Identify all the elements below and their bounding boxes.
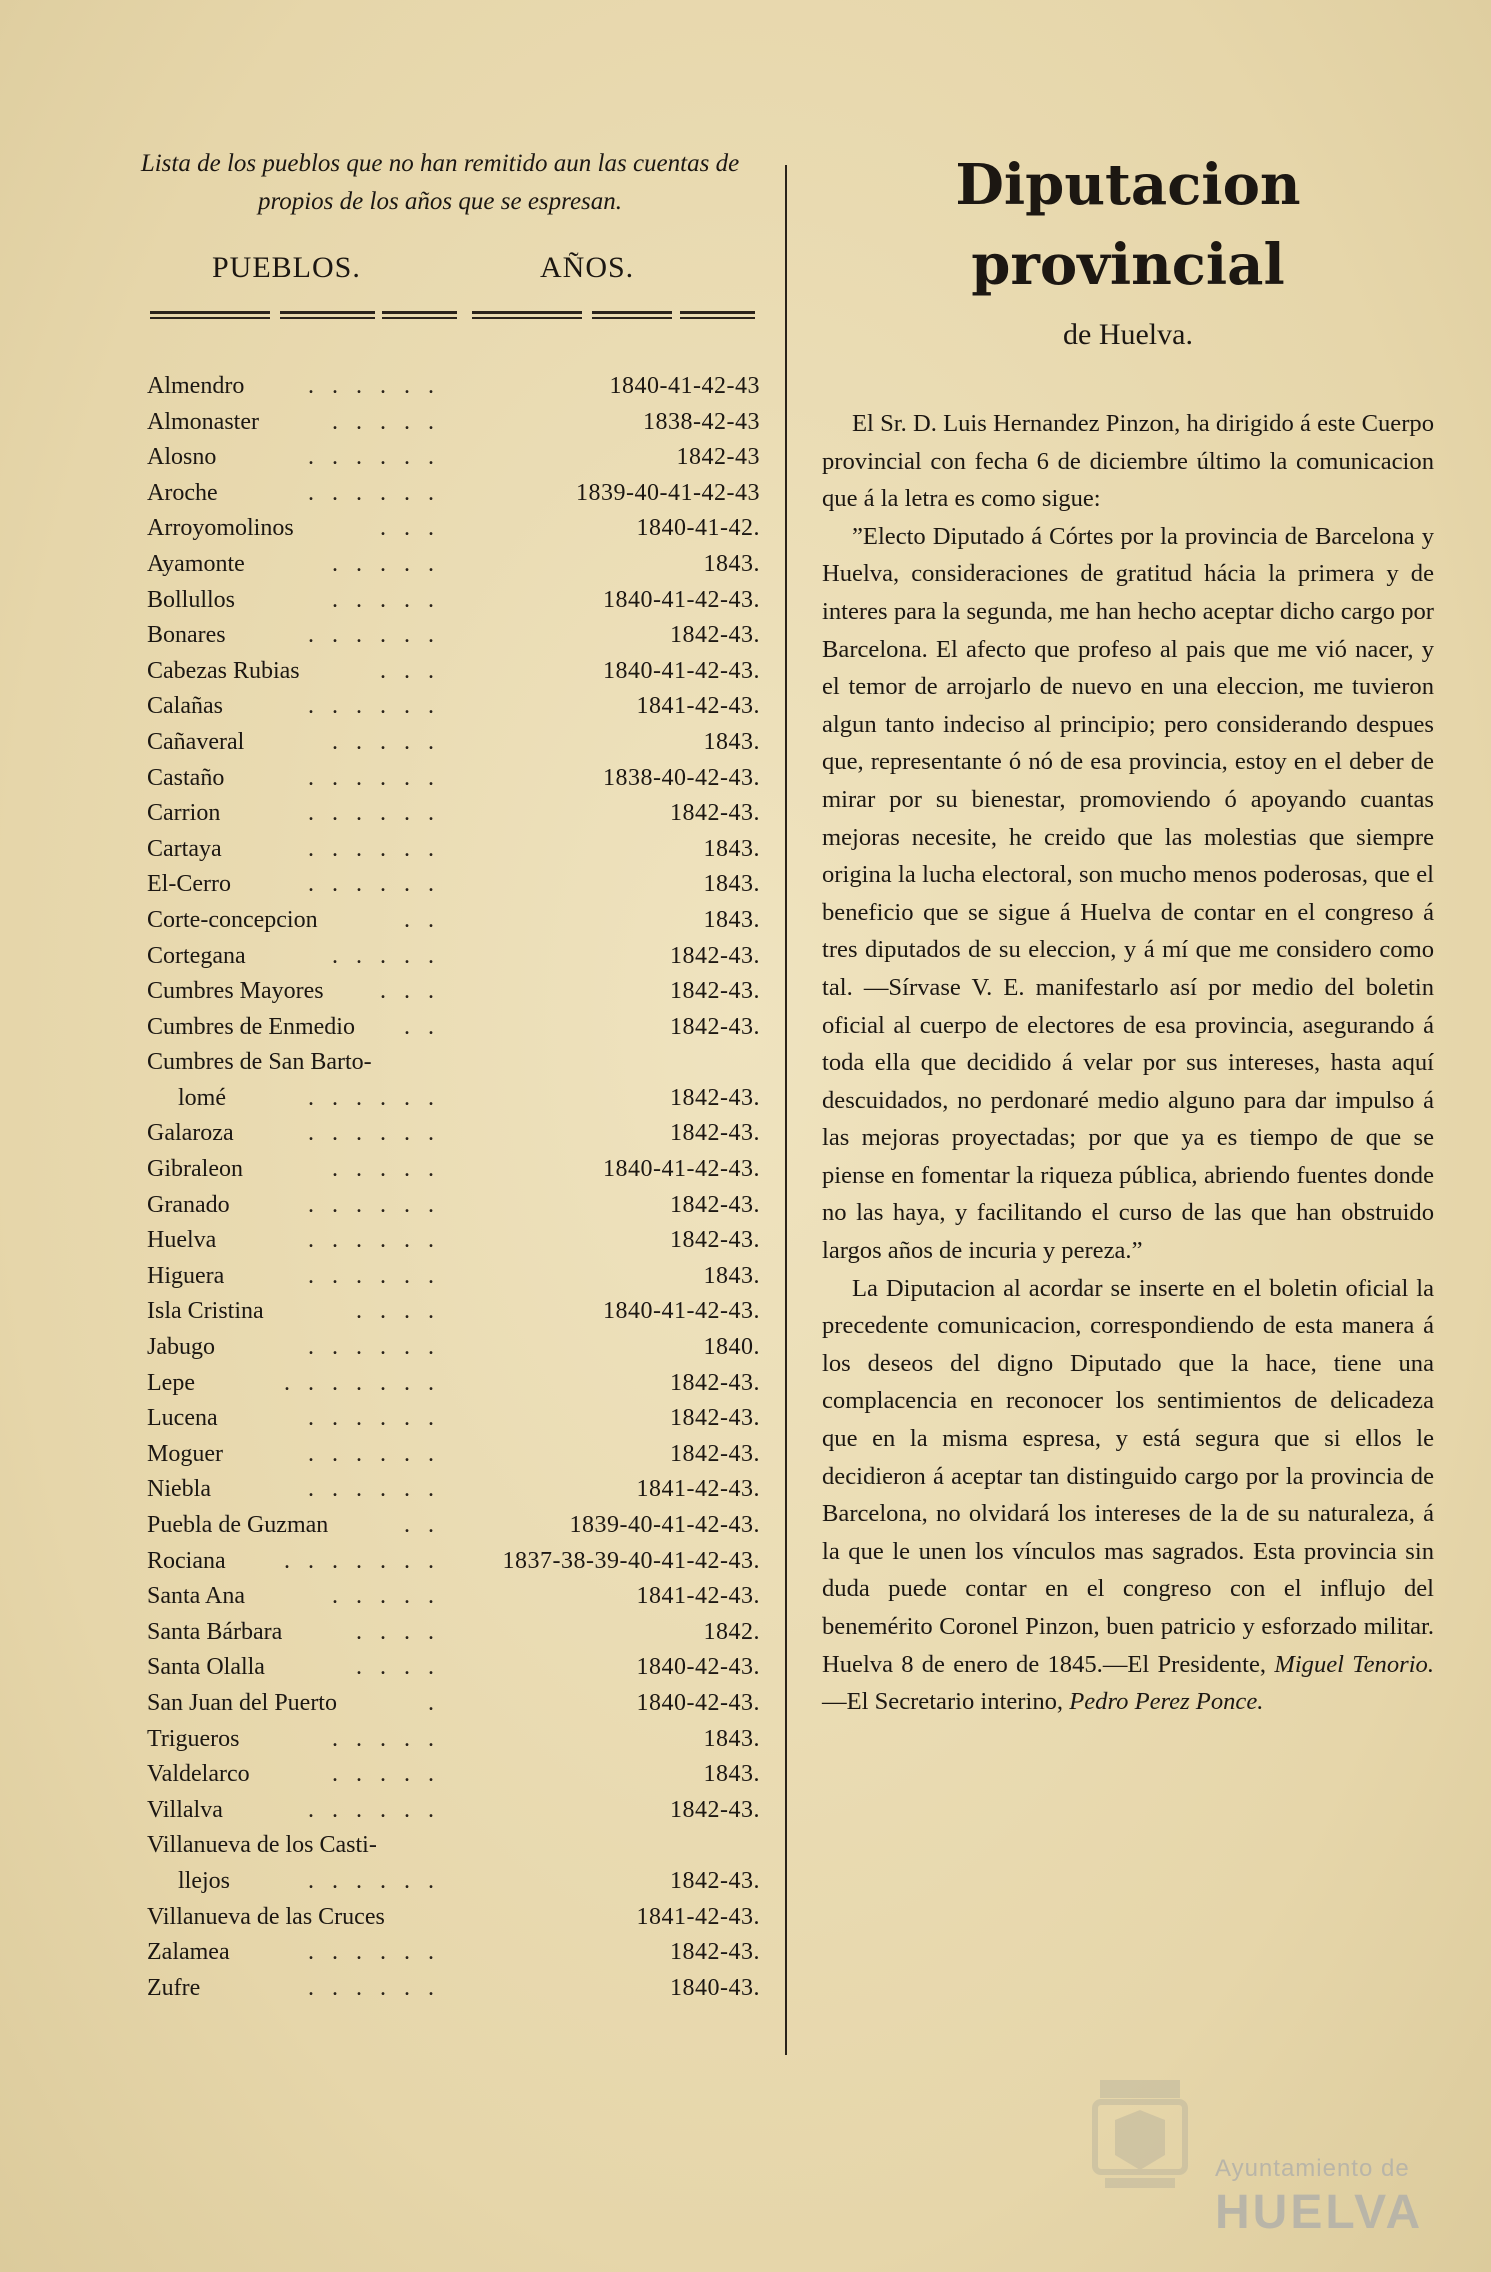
table-row — [120, 1579, 760, 1615]
table-row — [120, 547, 760, 583]
pueblo-name: Ayamonte — [147, 550, 245, 577]
pueblo-name: Valdelarco — [147, 1761, 250, 1788]
pueblo-years: 1839-40-41-42-43 — [576, 479, 760, 506]
table-row — [120, 1650, 760, 1686]
secretary-label: —El Secretario interino, — [822, 1688, 1064, 1716]
table-row — [120, 1401, 760, 1437]
leader-dots: . . . . . . — [308, 835, 440, 862]
pueblo-years: 1842-43. — [670, 622, 760, 649]
leader-dots: . . . — [380, 657, 440, 684]
table-row — [120, 1935, 760, 1971]
paragraph: ”Electo Diputado á Córtes por la provincia de Barcelona y Huelva, consideraciones de gratitud hácia la primera y de interes para la segunda, me han hecho aceptar dicho cargo por Barcelona. El afecto que profeso al pais que me vió nacer, y el temor de arrojarlo de nuevo en una eleccion, me tuvieron algun tanto indeciso al principio; pero considerando despues que, representante ó nó de esa provincia, estoy en el deber de mirar por su bienestar, promoviendo ó apoyando cuantas mejoras necesite, he creido que las molestias que siempre origina la lucha electoral, son mucho menos poderosas, que el beneficio que se sigue á Huelva de contar en el congreso á tres diputados de su eleccion, y á mí que me considero como tal. —Sírvase V. E. manifestarlo así por medio del boletin oficial al cuerpo de electores de esa provincia, asegurando á toda ella que decidido á velar por sus intereses, hasta aquí descuidados, no perdonaré medio alguno para dar impulso á las mejoras proyectadas; por que ya es tiempo de que se piense en fomentar la riqueza pública, abriendo fuentes donde no las haya, y facilitando el curso de las que han obstruido largos años de incuria y pereza.” — [822, 522, 1434, 1265]
leader-dots: . . . . . . — [308, 1227, 440, 1254]
paragraph — [822, 1270, 1434, 1721]
pueblo-years: 1842-43. — [670, 1084, 760, 1111]
pueblo-name: lomé — [178, 1084, 226, 1111]
pueblos-list — [120, 369, 760, 2006]
pueblo-name: Granado — [147, 1191, 230, 1218]
table-row — [120, 1152, 760, 1188]
pueblo-name: Moguer — [147, 1440, 223, 1467]
table-row — [120, 1259, 760, 1295]
leader-dots: . . . . . . . — [284, 1369, 440, 1396]
pueblo-years: 1841-42-43. — [636, 1476, 760, 1503]
table-row — [120, 654, 760, 690]
table-row — [120, 405, 760, 441]
pueblo-years: 1842-43. — [670, 1867, 760, 1894]
table-row — [120, 1188, 760, 1224]
leader-dots: . . . . . . — [308, 1120, 440, 1147]
pueblo-name: Santa Olalla — [147, 1654, 265, 1681]
leader-dots: . — [428, 1689, 440, 1716]
pueblo-name: Almonaster — [147, 408, 259, 435]
pueblo-years: 1840-42-43. — [636, 1689, 760, 1716]
pueblo-name: Arroyomolinos — [147, 515, 294, 542]
leader-dots: . . . . . . — [308, 1440, 440, 1467]
pueblo-name: Santa Bárbara — [147, 1618, 283, 1645]
pueblo-years: 1840-41-42-43. — [603, 657, 760, 684]
leader-dots: . . . . . — [332, 728, 440, 755]
table-row — [120, 1081, 760, 1117]
pueblo-years: 1841-42-43. — [636, 1903, 760, 1930]
pueblo-name: Bollullos — [147, 586, 236, 613]
table-row — [120, 1793, 760, 1829]
table-row — [120, 1010, 760, 1046]
leader-dots: . . . . . — [332, 550, 440, 577]
leader-dots: . . — [404, 906, 440, 933]
pueblo-years: 1842-43. — [670, 1405, 760, 1432]
pueblo-name: Lucena — [147, 1405, 218, 1432]
pueblo-name: Niebla — [147, 1476, 211, 1503]
pueblo-name: Carrion — [147, 800, 221, 827]
pueblo-name: Almendro — [147, 373, 245, 399]
pueblo-name: Cabezas Rubias — [147, 657, 300, 684]
leader-dots: . . . . . — [332, 1156, 440, 1183]
pueblo-years: 1842-43. — [670, 1120, 760, 1147]
table-row — [120, 1116, 760, 1152]
leader-dots: . . . . . — [332, 1761, 440, 1788]
pueblo-years: 1837-38-39-40-41-42-43. — [502, 1547, 760, 1574]
article-body — [822, 405, 1434, 1721]
table-row — [120, 725, 760, 761]
pueblo-name: Isla Cristina — [147, 1298, 264, 1325]
pueblo-name: Zufre — [147, 1974, 201, 2001]
leader-dots: . . . — [380, 978, 440, 1005]
leader-dots: . . . . . . — [308, 1262, 440, 1289]
pueblo-name: Villanueva de las Cruces — [147, 1903, 385, 1930]
pueblo-years: 1840-43. — [670, 1974, 760, 2001]
pueblo-name: Cañaveral — [147, 728, 245, 755]
leader-dots: . . . . . . — [308, 1476, 440, 1503]
pueblo-name: Bonares — [147, 622, 226, 649]
pueblo-name: Zalamea — [147, 1939, 230, 1966]
leader-dots: . . . . — [356, 1654, 440, 1681]
leader-dots: . . . — [380, 515, 440, 542]
pueblo-years: 1841-42-43. — [636, 693, 760, 720]
pueblo-name: Villalva — [147, 1796, 223, 1823]
pueblo-years: 1840. — [703, 1334, 760, 1361]
leader-dots: . . . . . — [332, 1583, 440, 1610]
leader-dots: . . . . . . — [308, 1191, 440, 1218]
pueblo-name: Castaño — [147, 764, 225, 791]
table-row — [120, 369, 760, 405]
table-row — [120, 1615, 760, 1651]
pueblo-name: Cumbres de Enmedio — [147, 1013, 355, 1040]
pueblo-years: 1842. — [703, 1618, 760, 1645]
leader-dots: . . . . . . — [308, 693, 440, 720]
table-row — [120, 440, 760, 476]
pueblo-years: 1841-42-43. — [636, 1583, 760, 1610]
leader-dots: . . . . . . — [308, 1405, 440, 1432]
pueblo-name: Aroche — [147, 479, 218, 506]
table-row — [120, 1686, 760, 1722]
leader-dots: . . . . . . — [308, 1084, 440, 1111]
pueblo-name: El-Cerro — [147, 871, 231, 898]
paragraph-text: La Diputacion al acordar se inserte en el boletin oficial la precedente comunicacion, correspondiendo de esta manera á los deseos del digno Diputado que la hace, tiene una complacencia en reconocer los sentimientos de delicadeza que en la misma espresa, y está segura que si ellos le decidieron á aceptar tan distinguido cargo por la provincia de Barcelona, no olvidará los intereses de la de su naturaleza, á la que le unen los vínculos mas sagrados. Esta provincia sin duda puede contar en el congreso con el influjo del benemérito Coronel Pinzon, buen patricio y esforzado militar. Huelva 8 de enero de 1845.—El Presidente, — [822, 1274, 1434, 1678]
pueblo-years: 1842-43. — [670, 1227, 760, 1254]
pueblo-years: 1842-43. — [670, 1369, 760, 1396]
leader-dots: . . — [404, 1013, 440, 1040]
pueblo-years: 1842-43 — [676, 444, 760, 471]
pueblo-name: Galaroza — [147, 1120, 234, 1147]
pueblo-years: 1838-40-42-43. — [603, 764, 760, 791]
pueblo-years: 1843. — [703, 550, 760, 577]
pueblo-name: San Juan del Puerto — [147, 1689, 337, 1716]
header-anos: AÑOS. — [540, 251, 635, 284]
leader-dots: . . . . . . — [308, 800, 440, 827]
pueblo-years: 1839-40-41-42-43. — [569, 1512, 760, 1538]
pueblo-years: 1842-43. — [670, 1796, 760, 1823]
leader-dots: . . . . . . — [308, 764, 440, 791]
table-row — [120, 1722, 760, 1758]
pueblo-name: Puebla de Guzman — [147, 1512, 329, 1538]
leader-dots: . . . . . . . — [284, 1547, 440, 1574]
table-row — [120, 1437, 760, 1473]
pueblo-name: Cumbres Mayores — [147, 978, 324, 1005]
left-column — [120, 145, 760, 2006]
pueblo-years: 1840-41-42-43. — [603, 1156, 760, 1183]
column-divider — [785, 165, 787, 2055]
pueblo-years: 1843. — [703, 1725, 760, 1752]
table-row — [120, 1508, 760, 1544]
leader-dots: . . . . . — [332, 408, 440, 435]
pueblo-years: 1838-42-43 — [643, 408, 760, 435]
pueblo-years: 1843. — [703, 835, 760, 862]
pueblo-years: 1842-43. — [670, 1191, 760, 1218]
list-intro: Lista de los pueblos que no han remitido aun las cuentas de propios de los años que se espresan. — [140, 150, 740, 215]
pueblo-name: Huelva — [147, 1227, 217, 1254]
pueblo-name: Santa Ana — [147, 1583, 245, 1610]
table-row — [120, 1294, 760, 1330]
list-header — [120, 251, 760, 301]
table-row — [120, 1864, 760, 1900]
pueblo-name: Calañas — [147, 693, 223, 720]
pueblo-years: 1842-43. — [670, 1013, 760, 1040]
article-title: Diputacion provincial — [955, 152, 1301, 298]
paragraph: El Sr. D. Luis Hernandez Pinzon, ha dirigido á este Cuerpo provincial con fecha 6 de diciembre último la comunicacion que á la letra es como sigue: — [822, 410, 1434, 513]
pueblo-name: Cortegana — [147, 942, 246, 969]
leader-dots: . . . . . . — [308, 444, 440, 471]
table-row — [120, 1472, 760, 1508]
pueblo-name: Lepe — [147, 1369, 195, 1396]
leader-dots: . . . . . . — [308, 622, 440, 649]
leader-dots: . . . . . — [332, 1725, 440, 1752]
table-row — [120, 761, 760, 797]
pueblo-years: 1840-41-42-43. — [603, 1298, 760, 1325]
table-row — [120, 1971, 760, 2007]
watermark-line1: Ayuntamiento de — [1215, 2155, 1410, 2182]
table-row — [120, 974, 760, 1010]
pueblo-years: 1842-43. — [670, 800, 760, 827]
pueblo-years: 1843. — [703, 871, 760, 898]
watermark-line2: HUELVA — [1215, 2186, 1424, 2239]
leader-dots: . . . . — [356, 1618, 440, 1645]
table-row — [120, 1828, 760, 1864]
pueblo-years: 1840-41-42-43. — [603, 586, 760, 613]
table-row — [120, 1366, 760, 1402]
pueblo-name: Cartaya — [147, 835, 222, 862]
pueblo-years: 1843. — [703, 728, 760, 755]
table-row — [120, 1544, 760, 1580]
table-row — [120, 832, 760, 868]
pueblo-name: llejos — [178, 1867, 230, 1894]
table-row — [120, 583, 760, 619]
table-row — [120, 867, 760, 903]
secretary-name: Pedro Perez Ponce. — [1069, 1688, 1264, 1716]
article-subtitle: de Huelva. — [1063, 318, 1193, 351]
pueblo-name: Trigueros — [147, 1725, 240, 1752]
header-rules — [120, 311, 760, 331]
pueblo-years: 1840-42-43. — [636, 1654, 760, 1681]
leader-dots: . . . . . . — [308, 479, 440, 506]
pueblo-years: 1840-41-42-43 — [609, 373, 760, 399]
table-row — [120, 618, 760, 654]
leader-dots: . . . . . . — [308, 1974, 440, 2001]
leader-dots: . . . . . . — [308, 871, 440, 898]
pueblo-name: Higuera — [147, 1262, 225, 1289]
pueblo-name: Jabugo — [147, 1334, 215, 1361]
pueblo-years: 1843. — [703, 1262, 760, 1289]
pueblo-name: Gibraleon — [147, 1156, 243, 1183]
leader-dots: . . . . . . — [308, 1796, 440, 1823]
president-name: Miguel Tenorio. — [1274, 1650, 1434, 1678]
pueblo-years: 1842-43. — [670, 1440, 760, 1467]
pueblo-name: Alosno — [147, 444, 217, 471]
pueblo-years: 1840-41-42. — [636, 515, 760, 542]
table-row — [120, 1045, 760, 1081]
pueblo-name: Rociana — [147, 1547, 226, 1574]
table-row — [120, 796, 760, 832]
pueblo-name: Cumbres de San Barto- — [147, 1049, 372, 1076]
table-row — [120, 476, 760, 512]
leader-dots: . . . . . . — [308, 1939, 440, 1966]
leader-dots: . . . . . . — [308, 1867, 440, 1894]
table-row — [120, 511, 760, 547]
leader-dots: . . . . . — [332, 586, 440, 613]
table-row — [120, 903, 760, 939]
pueblo-years: 1843. — [703, 1761, 760, 1788]
table-row — [120, 1223, 760, 1259]
header-pueblos: PUEBLOS. — [212, 251, 361, 284]
leader-dots: . . — [404, 1512, 440, 1538]
pueblo-years: 1842-43. — [670, 1939, 760, 1966]
leader-dots: . . . . . — [332, 942, 440, 969]
right-column — [822, 145, 1434, 1721]
table-row — [120, 1757, 760, 1793]
table-row — [120, 939, 760, 975]
pueblo-years: 1842-43. — [670, 978, 760, 1005]
pueblo-years: 1843. — [703, 906, 760, 933]
table-row — [120, 1330, 760, 1366]
coat-of-arms-watermark — [1085, 2070, 1195, 2200]
table-row — [120, 689, 760, 725]
leader-dots: . . . . — [356, 1298, 440, 1325]
leader-dots: . . . . . . — [308, 1334, 440, 1361]
pueblo-name: Villanueva de los Casti- — [147, 1832, 377, 1859]
pueblo-name: Corte-concepcion — [147, 906, 318, 933]
leader-dots: . . . . . . — [308, 373, 440, 399]
pueblo-years: 1842-43. — [670, 942, 760, 969]
table-row — [120, 1900, 760, 1936]
